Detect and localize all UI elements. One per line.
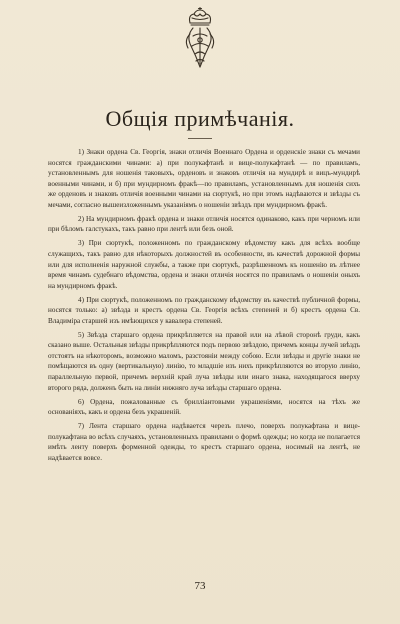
note-paragraph-7: 7) Лента старшаго ордена надѣвается черезъ плечо, поверхъ полукафтана и вице-полукафтана во всѣхъ случаяхъ, установленныхъ правилами о формѣ одежды; но когда не полагается имѣть ленту поверхъ форменной одежды, то крестъ старшаго ордена, носимый на лентѣ, не надѣвается вовсе. bbox=[48, 422, 360, 462]
note-paragraph-4: 4) При сюртукѣ, положенномъ по гражданскому вѣдомству въ качествѣ публичной формы, носятся только: а) звѣзда и крестъ ордена Св. Георгія всѣхъ степеней и б) крестъ ордена Св. Владиміра старшей изъ имѣющихся у кавалера степеней. bbox=[48, 295, 360, 325]
page-title: Общія примѣчанія. bbox=[105, 106, 295, 131]
imperial-monogram-icon bbox=[178, 6, 222, 70]
note-paragraph-6: 6) Ордена, пожалованные съ брилліантовыми украшеніями, носятся на тѣхъ же основаніяхъ, какъ и ордена безъ украшеній. bbox=[48, 397, 360, 417]
note-paragraph-3: 3) При сюртукѣ, положенномъ по гражданскому вѣдомству какъ для всѣхъ вообще служащихъ, такъ равно для нѣкоторыхъ должностей въ особенности, въ качествѣ дорожной формы или для исполненія наружной службы, а также при сюртукѣ, разрѣшенномъ къ ношенію въ лѣтнее время чинамъ судебнаго вѣдомства, ордена и знаки отличія носятся по правиламъ о ношеніи оныхъ на мундирномъ фракѣ. bbox=[48, 239, 360, 290]
note-paragraph-1: 1) Знаки ордена Св. Георгія, знаки отличія Военнаго Ордена и орденскіе знаки съ мечами носятся гражданскими чинами: а) при полукафтанѣ и вице-полукафтанѣ — по правиламъ, установленнымъ для ношенія таковыхъ, орденовъ и знаковъ отличія на мундирѣ и вицъ-мундирѣ военными чинами, и б) при мундирномъ фракѣ—по правиламъ, установленнымъ для ношенія сихъ же орденовъ и знаковъ отличія военными чинами на сюртукѣ, но при этомъ надѣваются и звѣзды съ мечами, согласно вышеизложеннымъ указаніямъ о ношеніи звѣздъ при мундирномъ фракѣ. bbox=[48, 148, 360, 209]
notes-body bbox=[48, 147, 360, 467]
note-paragraph-5: 5) Звѣзда старшаго ордена прикрѣпляется на правой или на лѣвой сторонѣ груди, какъ сказано выше. Остальныя звѣзды прикрѣпляются подъ первою звѣздою, причемъ концы лучей звѣздъ отстоятъ на нѣкоторомъ, возможно маломъ, разстояніи между собою. Если звѣзды и другіе знаки не помѣщаются въ одну (вертикальную) линію, то младшіе изъ нихъ прикрѣпляются во вторую линію, параллельную первой, причемъ верхній край луча звѣзды или инаго знака, находящагося вверху второго ряда, долженъ быть на линіи нижняго луча звѣзды старшаго ордена. bbox=[48, 330, 360, 392]
page-number: 73 bbox=[194, 580, 206, 592]
note-paragraph-2: 2) На мундирномъ фракѣ ордена и знаки отличія носятся одинаково, какъ при черномъ или при бѣломъ галстукахъ, такъ равно при лентѣ или безъ оной. bbox=[48, 214, 360, 234]
title-divider bbox=[188, 138, 212, 139]
